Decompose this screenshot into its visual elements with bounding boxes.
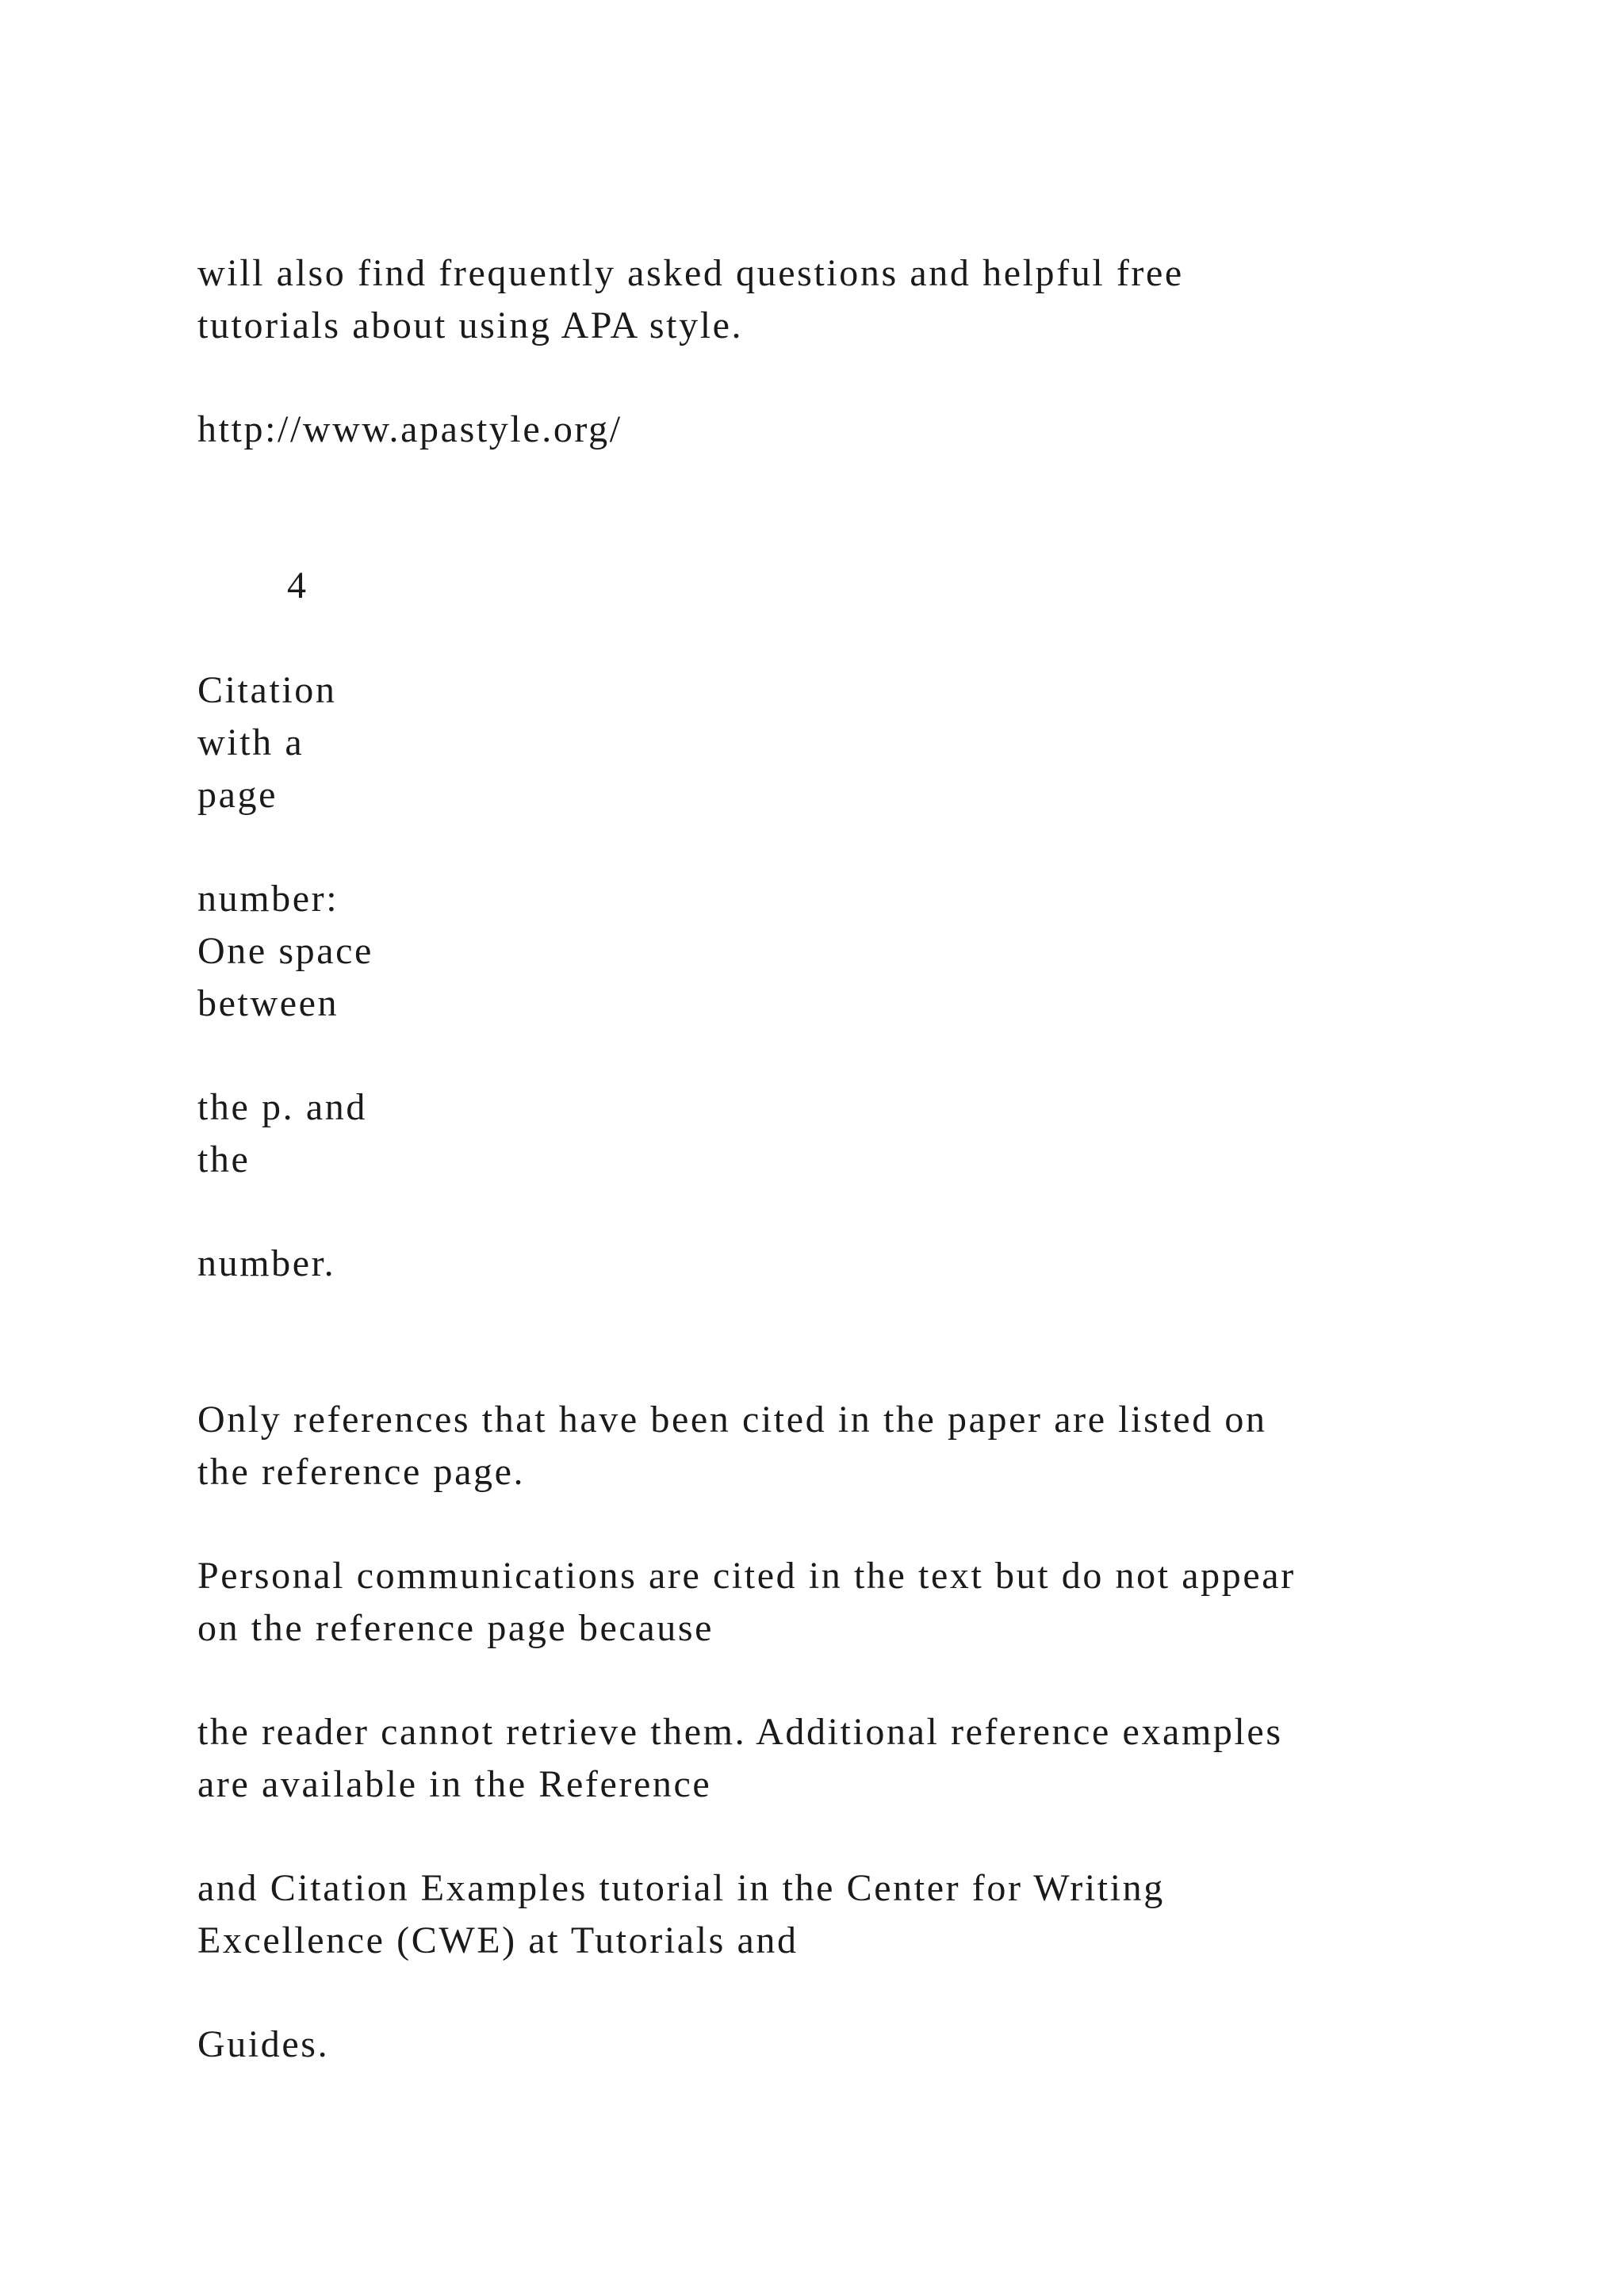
references-line: the reader cannot retrieve them. Additional reference examples (197, 1711, 1283, 1753)
citation-note-line: between (197, 982, 339, 1024)
references-line: are available in the Reference (197, 1763, 712, 1805)
intro-line-2: tutorials about using APA style. (197, 304, 744, 346)
intro-line-1: will also find frequently asked questions and helpful free (197, 252, 1184, 294)
citation-note-line: number: (197, 878, 339, 920)
citation-note-line: with a (197, 721, 304, 763)
citation-note-line: One space (197, 930, 373, 972)
citation-note-line: page (197, 774, 278, 816)
references-line: and Citation Examples tutorial in the Center for Writing (197, 1867, 1165, 1909)
references-line: Personal communications are cited in the text but do not appear (197, 1555, 1296, 1597)
references-line: Only references that have been cited in the paper are listed on (197, 1399, 1267, 1441)
references-line: Guides. (197, 2023, 330, 2065)
apa-style-url: http://www.apastyle.org/ (197, 408, 622, 450)
references-line: the reference page. (197, 1451, 526, 1493)
citation-note-line: number. (197, 1242, 336, 1284)
slide-number: 4 (287, 564, 308, 607)
references-line: Excellence (CWE) at Tutorials and (197, 1919, 799, 1961)
citation-note-line: the (197, 1138, 251, 1181)
citation-note-line: the p. and (197, 1086, 367, 1128)
citation-note-line: Citation (197, 669, 337, 711)
references-line: on the reference page because (197, 1607, 714, 1649)
